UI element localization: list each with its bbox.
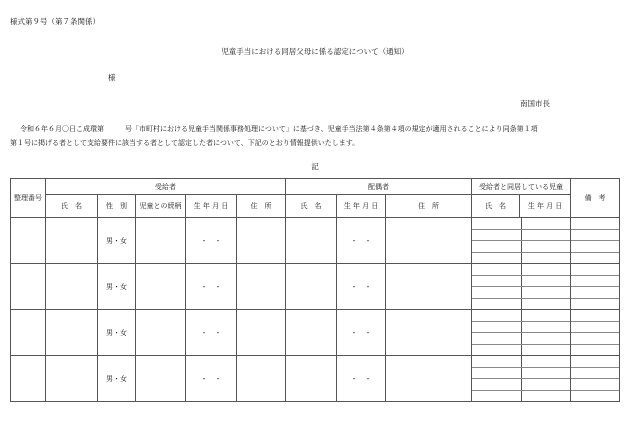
cell-jukyu-relation (136, 264, 186, 310)
cell-haigu-address (386, 310, 472, 356)
header-haigu-name: 氏 名 (286, 195, 337, 218)
table-row (11, 310, 620, 356)
header-dokyo-dob: 生 年 月 日 (520, 195, 571, 218)
table-row (11, 264, 620, 310)
issuer-name: 南国市長 (520, 99, 550, 108)
ki-heading: 記 (311, 162, 319, 171)
cell-seiri (11, 310, 46, 356)
header-haigu-address: 住 所 (386, 195, 472, 218)
cell-seiri (11, 264, 46, 310)
cell-jukyu-dob: ・ ・ (186, 218, 237, 264)
cell-haigu-address (386, 218, 472, 264)
biko-subtable (571, 310, 619, 355)
biko-subtable (571, 264, 619, 309)
cell-jukyu-name (46, 310, 98, 356)
cell-jukyu-sex: 男・女 (98, 310, 136, 356)
cell-biko (571, 310, 620, 356)
cell-haigu-address (386, 264, 472, 310)
header-jukyu-address: 住 所 (237, 195, 286, 218)
cell-seiri (11, 218, 46, 264)
table-row (11, 218, 620, 264)
body-text-line-2: 第１号に掲げる者として支給要件に該当する者として認定した者について、下記のとおり情報提供いたします。 (10, 139, 360, 147)
cell-jukyu-sex: 男・女 (98, 264, 136, 310)
header-dokyo-jido: 受給者と同居している児童 (472, 179, 571, 195)
cell-haigu-dob: ・ ・ (337, 264, 386, 310)
dokyo-subtable (472, 356, 570, 401)
header-biko: 備 考 (571, 179, 620, 218)
dokyo-subtable (472, 310, 570, 355)
cell-biko (571, 218, 620, 264)
cell-jukyu-address (237, 264, 286, 310)
cell-jukyu-address (237, 356, 286, 402)
cell-haigu-dob: ・ ・ (337, 310, 386, 356)
header-seiri-bango: 整理番号 (11, 179, 46, 218)
notification-table (10, 178, 620, 402)
form-number: 様式第９号（第７条関係） (10, 17, 100, 26)
cell-haigu-dob: ・ ・ (337, 356, 386, 402)
cell-dokyo-children (472, 310, 571, 356)
cell-jukyu-relation (136, 218, 186, 264)
header-dokyo-name: 氏 名 (472, 195, 520, 218)
cell-seiri (11, 356, 46, 402)
cell-jukyu-relation (136, 310, 186, 356)
cell-jukyu-sex: 男・女 (98, 218, 136, 264)
cell-jukyu-relation (136, 356, 186, 402)
cell-jukyu-dob: ・ ・ (186, 356, 237, 402)
cell-jukyu-dob: ・ ・ (186, 310, 237, 356)
header-jukyu-sex: 性 別 (98, 195, 136, 218)
cell-dokyo-children (472, 264, 571, 310)
table-row (11, 356, 620, 402)
header-haigusha: 配偶者 (286, 179, 472, 195)
addressee-honorific: 様 (108, 73, 116, 82)
cell-jukyu-sex: 男・女 (98, 356, 136, 402)
header-jukyusha: 受給者 (46, 179, 286, 195)
cell-haigu-name (286, 218, 337, 264)
cell-haigu-name (286, 310, 337, 356)
cell-jukyu-name (46, 356, 98, 402)
cell-dokyo-children (472, 356, 571, 402)
cell-haigu-name (286, 264, 337, 310)
header-jukyu-name: 氏 名 (46, 195, 98, 218)
dokyo-subtable (472, 218, 570, 263)
body-text-line-1: 令和６年６月〇日こ成環第 号「市町村における児童手当関係事務処理について」に基づき、児童手当法第４条第４項の規定が適用されることにより同条第１項 (20, 125, 538, 133)
cell-haigu-address (386, 356, 472, 402)
cell-haigu-dob: ・ ・ (337, 218, 386, 264)
biko-subtable (571, 218, 619, 263)
cell-jukyu-address (237, 310, 286, 356)
document-title: 児童手当における同居父母に係る認定について（通知） (221, 47, 409, 56)
cell-biko (571, 356, 620, 402)
dokyo-subtable (472, 264, 570, 309)
biko-subtable (571, 356, 619, 401)
header-jukyu-dob: 生 年 月 日 (186, 195, 237, 218)
header-haigu-dob: 生 年 月 日 (337, 195, 386, 218)
cell-haigu-name (286, 356, 337, 402)
cell-jukyu-name (46, 218, 98, 264)
cell-jukyu-address (237, 218, 286, 264)
cell-biko (571, 264, 620, 310)
cell-jukyu-dob: ・ ・ (186, 264, 237, 310)
cell-jukyu-name (46, 264, 98, 310)
cell-dokyo-children (472, 218, 571, 264)
header-jukyu-relation: 児童との続柄 (136, 195, 186, 218)
